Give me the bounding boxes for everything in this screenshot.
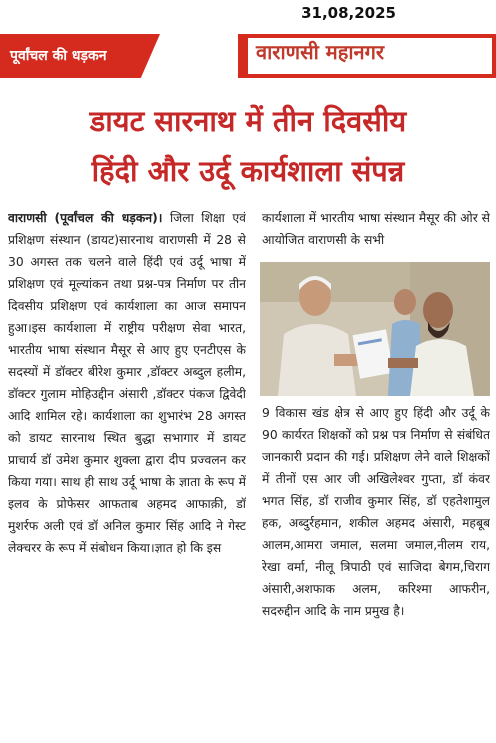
headline-line-1: डायट सारनाथ में तीन दिवसीय — [89, 104, 407, 138]
article-column-left — [8, 207, 246, 741]
news-photo — [260, 262, 490, 396]
brand-label: पूर्वांचल की धड़कन — [10, 48, 107, 64]
article-column-right-bottom — [262, 402, 490, 742]
article-body-left: जिला शिक्षा एवं प्रशिक्षण संस्थान (डायट)सारनाथ वाराणसी में 28 से 30 अगस्त तक चलने वाले हिंदी एवं उर्दू भाषा में प्रशिक्षण एवं मूल्यांकन तथा प्रश्न-पत्र निर्माण पर तीन दिवसीय प्रशिक्षण एवं कार्यशाला का आज समापन हुआ।इस कार्यशाला में राष्ट्रीय परीक्षण सेवा भारत, भारतीय भाषा संस्थान मैसूर से आए हुए एनटीएस के सदस्यों में डॉक्टर बीरेश कुमार ,डॉक्टर अब्दुल हलीम, डॉक्टर गुलाम मोहिउद्दीन अंसारी ,डॉक्टर पंकज द्विवेदी आदि शामिल रहे। कार्यशाला का शुभारंभ 28 अगस्त को डायट सारनाथ स्थित बुद्धा सभागार में डायट प्राचार्य डॉ उमेश कुमार शुक्ला द्वारा दीप प्रज्वलन कर किया गया। साथ ही साथ उर्दू भाषा के ज्ञाता के रूप में इलव के प्रोफेसर आफताब अहमद आफाक़ी, डॉ मुशर्रफ अली एवं डॉ अनिल कुमार सिंह आदि ने गेस्ट लेक्चरर के रूप में संबोधन किया।ज्ञात हो कि इस — [8, 211, 246, 555]
article-dateline: वाराणसी (पूर्वांचल की धड़कन)। — [8, 211, 163, 225]
section-banner — [238, 34, 496, 78]
article-body-right-top: कार्यशाला में भारतीय भाषा संस्थान मैसूर की ओर से आयोजित वाराणसी के सभी — [262, 211, 490, 247]
edition-date: 31,08,2025 — [301, 4, 396, 22]
headline-line-2: हिंदी और उर्दू कार्यशाला संपन्न — [91, 154, 405, 188]
section-label: वाराणसी महानगर — [256, 40, 385, 64]
brand-banner — [0, 28, 160, 86]
article-body-right-bottom: 9 विकास खंड क्षेत्र से आए हुए हिंदी और उर्दू के 90 कार्यरत शिक्षकों को प्रश्न पत्र निर्माण से संबंधित जानकारी प्रदान की गई। प्रशिक्षण लेने वाले शिक्षकों में तीनों एस आर जी अखिलेश्वर गुप्ता, डॉ कंवर भगत सिंह, डॉ राजीव कुमार सिंह, डॉ एहतेशामुल हक, अब्दुर्रहमान, शकील अहमद अंसारी, महबूब आलम,आमरा जमाल, सलमा जमाल,नीलम राय, रेखा वर्मा, नीलू त्रिपाठी एवं साजिदा बेगम,चिराग अंसारी,अशफाक अलम, करिश्मा आफरीन, सदरुद्दीन आदि के नाम प्रमुख है। — [262, 406, 490, 618]
news-photo-illustration — [260, 262, 490, 396]
article-column-right-top — [262, 207, 490, 255]
